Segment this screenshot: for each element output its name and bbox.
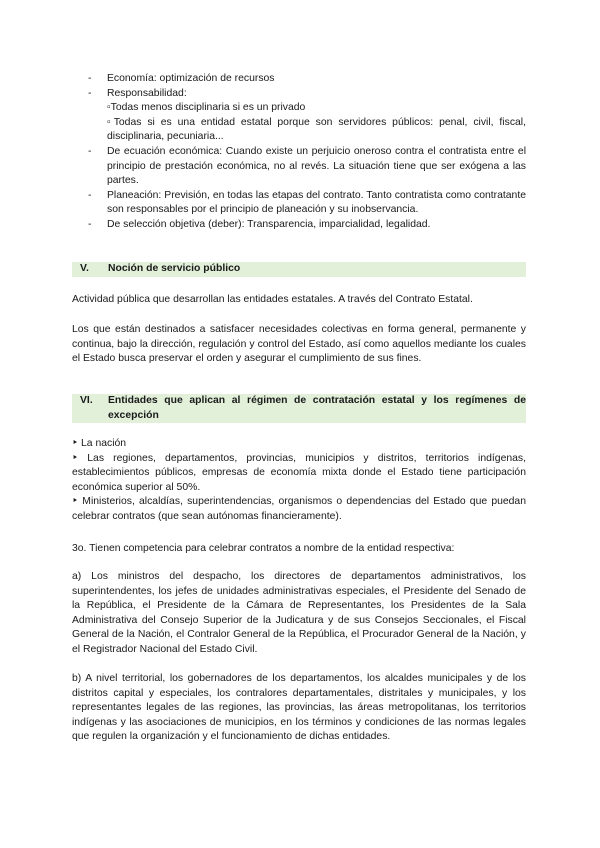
dash-marker: - [88,145,92,157]
paragraph: a) Los ministros del despacho, los directores de departamentos administrativos, los superintendentes, los jefes de unidades administrativas especiales, el Presidente del Senado de la República, el Presidente de la Cámara de Representantes, los Presidentes de la Sala Administrativa del Consejo Superior de la Judicatura y de sus Consejos Seccionales, el Fiscal General de la Nación, el Contralor General de la República, el Procurador General de la Nación, y el Registrador Nacional del Estado Civil. [72,571,526,655]
list-item-text: Responsabilidad: [107,87,187,99]
paragraph: Los que están destinados a satisfacer necesidades colectivas en forma general, permanente y continua, bajo la dirección, regulación y control del Estado, así como aquellos mediante los cuales el Estado busca preservar el orden y asegurar el cumplimiento de sus fines. [72,324,526,365]
section-title: Noción de servicio público [108,263,241,274]
paragraph: b) A nivel territorial, los gobernadores de los departamentos, los alcaldes municipales y de los distritos capital y especiales, los contralores departamentales, distritales y municipales, y los representantes legales de las regiones, las provincias, las áreas metropolitanas, los territorios indígenas y las asociaciones de municipios, en los términos y condiciones de las normas legales que regulen la organización y el funcionamiento de dichas entidades. [72,673,526,743]
entities-list [72,437,526,525]
list-item [88,72,526,87]
paragraph: Actividad pública que desarrollan las entidades estatales. A través del Contrato Estatal. [72,294,473,305]
section-vi-heading [72,394,526,423]
sub-item: ▫Todas menos disciplinaria si es un privado [107,102,306,114]
dash-marker: - [88,218,92,230]
list-item [88,87,526,145]
list-item-text: Planeación: Previsión, en todas las etapas del contrato. Tanto contratista como contratante son responsables por el principio de planeación y su inobservancia. [107,189,526,216]
list-item: ‣ Las regiones, departamentos, provincias, municipios y distritos, territorios indígenas, establecimientos públicos, empresas de economía mixta donde el Estado tiene participación económica superior al 50%. [72,452,526,493]
list-item [88,145,526,189]
principles-list [88,72,526,233]
list-item [88,189,526,218]
dash-marker: - [88,189,92,201]
paragraph: 3o. Tienen competencia para celebrar contratos a nombre de la entidad respectiva: [72,543,455,554]
list-item [88,218,526,233]
list-item: ‣ La nación [72,438,127,449]
list-item-text: De selección objetiva (deber): Transparencia, imparcialidad, legalidad. [107,218,431,230]
section-v-heading [72,262,526,277]
section-number: V. [80,263,89,274]
dash-marker: - [88,87,92,99]
list-item-text: Economía: optimización de recursos [107,73,275,84]
section-number: VI. [80,395,93,406]
list-item-text: De ecuación económica: Cuando existe un perjuicio oneroso contra el contratista entre el principio de prestación económica, no al revés. La situación tiene que ser exógena a las partes. [107,145,526,187]
section-title: Entidades que aplican al régimen de contratación estatal y los regímenes de excepción [108,395,526,421]
dash-marker: - [88,73,92,84]
sub-item: ▫Todas si es una entidad estatal porque son servidores públicos: penal, civil, fiscal, disciplinaria, pecuniaria... [107,116,526,143]
list-item: ‣ Ministerios, alcaldías, superintendencias, organismos o dependencias del Estado que puedan celebrar contratos (que sean autónomas financieramente). [72,496,526,522]
